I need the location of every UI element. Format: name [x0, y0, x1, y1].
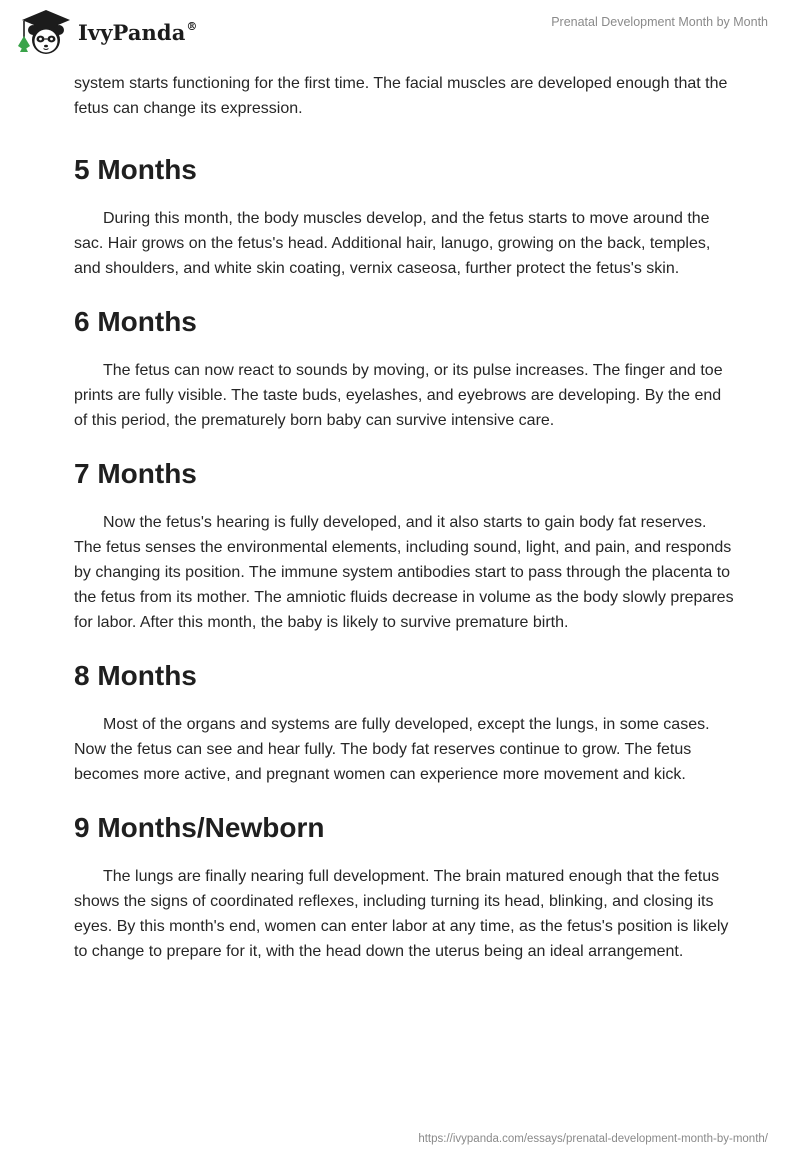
section-paragraph-9-months-newborn: The lungs are finally nearing full development. The brain matured enough that the fetus shows the signs of coordinated reflexes, including turning its head, blinking, and closing its eyes. By this month's end, women can enter labor at any time, as the fetus's position is likely to change to prepare for it, with the head down the uterus being an ideal arrangement. — [74, 868, 729, 960]
section-heading-8-months: 8 Months — [74, 660, 197, 691]
section-heading-5-months: 5 Months — [74, 154, 197, 185]
registered-mark: ® — [186, 20, 198, 33]
source-url[interactable]: https://ivypanda.com/essays/prenatal-development-month-by-month/ — [418, 1133, 768, 1145]
section-paragraph-6-months: The fetus can now react to sounds by moving, or its pulse increases. The finger and toe prints are fully visible. The taste buds, eyelashes, and eyebrows are developing. By the end of this period, the prematurely born baby can survive intensive care. — [74, 362, 723, 429]
brand-name[interactable] — [78, 20, 198, 45]
panda-graduate-logo-icon[interactable] — [14, 6, 84, 58]
section-paragraph-7-months: Now the fetus's hearing is fully developed, and it also starts to gain body fat reserves. The fetus senses the environmental elements, including sound, light, and pain, and responds by changing its position. The immune system antibodies start to pass through the placenta to the fetus from its mother. The amniotic fluids decrease in volume as the body slowly prepares for labor. After this month, the baby is likely to survive premature birth. — [74, 514, 734, 631]
lead-paragraph: system starts functioning for the first time. The facial muscles are developed enough that the fetus can change its expression. — [74, 75, 728, 117]
section-heading-6-months: 6 Months — [74, 306, 197, 337]
brand-text: IvyPanda — [78, 20, 186, 45]
section-heading-7-months: 7 Months — [74, 458, 197, 489]
essay-content — [74, 71, 734, 964]
section-paragraph-8-months: Most of the organs and systems are fully developed, except the lungs, in some cases. Now the fetus can see and hear fully. The body fat reserves continue to grow. The fetus becomes more active, and pregnant women can experience more movement and kick. — [74, 716, 710, 783]
page-header — [0, 0, 800, 70]
section-heading-9-months-newborn: 9 Months/Newborn — [74, 812, 325, 843]
section-paragraph-5-months: During this month, the body muscles develop, and the fetus starts to move around the sac. Hair grows on the fetus's head. Additional hair, lanugo, growing on the back, temples, and shoulders, and white skin coating, vernix caseosa, further protect the fetus's skin. — [74, 210, 711, 277]
document-title: Prenatal Development Month by Month — [551, 15, 768, 29]
